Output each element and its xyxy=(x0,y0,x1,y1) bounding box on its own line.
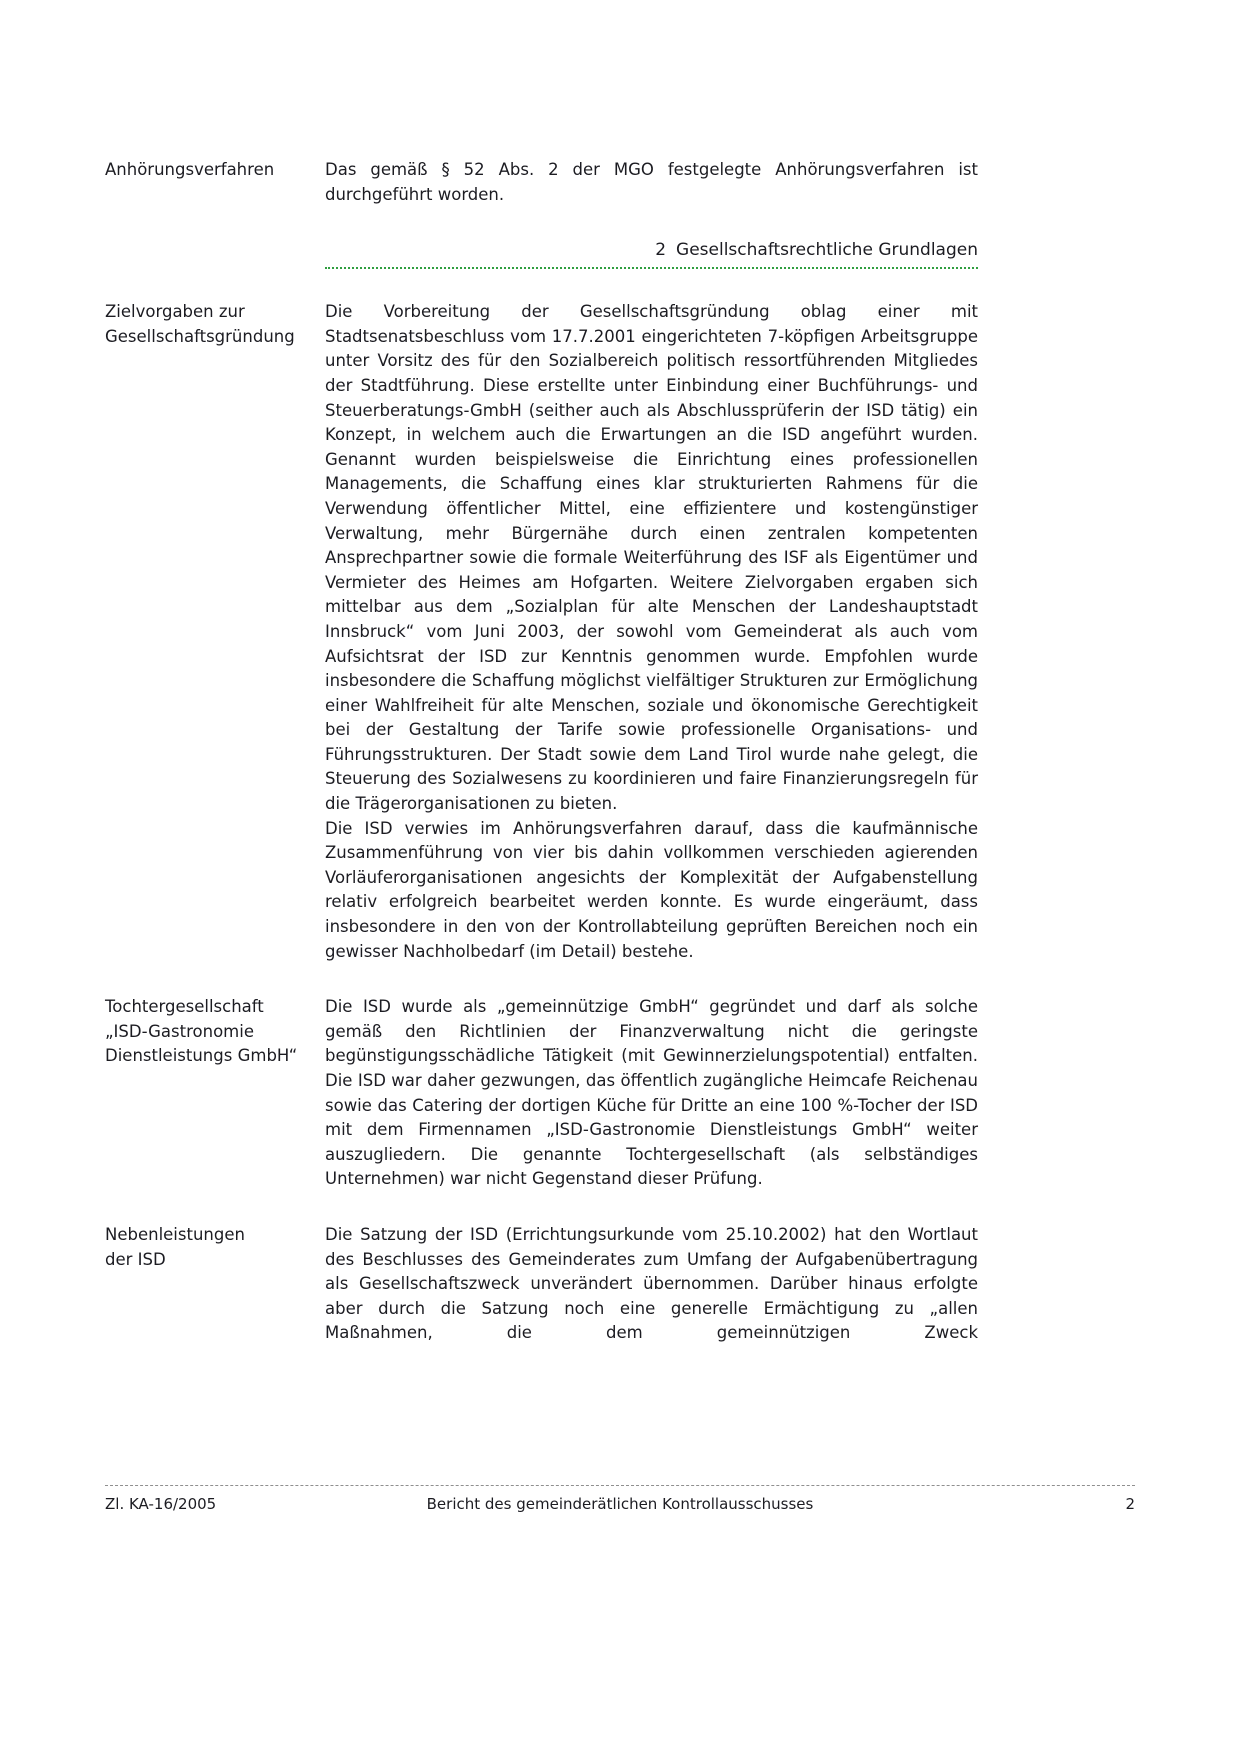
body-paragraph: Die Satzung der ISD (Errichtungsurkunde vom 25.10.2002) hat den Wortlaut des Beschlusses des Gemeinderates zum Umfang der Aufgabenübertragung als Gesellschaftszweck unverändert übernommen. Darüber hinaus erfolgte aber durch die Satzung noch eine generelle Ermächtigung zu „allen Maßnahmen, die dem gemeinnützigen Zweck xyxy=(325,1224,978,1343)
heading-title: Gesellschaftsrechtliche Grundlagen xyxy=(676,240,978,261)
footer-page-number: 2 xyxy=(1125,1495,1135,1513)
section-body xyxy=(325,995,978,1192)
margin-label-line: „ISD-Gastronomie xyxy=(105,1021,254,1041)
margin-label xyxy=(105,995,325,1069)
chapter-heading-row xyxy=(105,238,978,269)
margin-label-line: Nebenleistungen xyxy=(105,1224,245,1244)
margin-label-line: der ISD xyxy=(105,1249,166,1269)
section-heading xyxy=(325,238,978,267)
body-paragraph: Die Vorbereitung der Gesellschaftsgründung oblag einer mit Stadtsenatsbeschluss vom 17.7.2001 eingerichteten 7-köpfigen Arbeitsgruppe unter Vorsitz des für den Sozialbereich politisch ressortführenden Mitgliedes der Stadtführung. Diese erstellte unter Einbindung einer Buchführungs- und Steuerberatungs-GmbH (seither auch als Abschlussprüferin der ISD tätig) ein Konzept, in welchem auch die Erwartungen an die ISD angeführt wurden. Genannt wurden beispielsweise die Einrichtung eines professionellen Managements, die Schaffung eines klar strukturierten Rahmens für die Verwendung öffentlicher Mittel, eine effizientere und kostengünstiger Verwaltung, mehr Bürgernähe durch einen zentralen kompetenten Ansprechpartner sowie die formale Weiterführung des ISF als Eigentümer und Vermieter des Heimes am Hofgarten. Weitere Zielvorgaben ergaben sich mittelbar aus dem „Sozialplan für alte Menschen der Landeshauptstadt Innsbruck“ vom Juni 2003, der sowohl vom Gemeinderat als auch vom Aufsichtsrat der ISD zur Kenntnis genommen wurde. Empfohlen wurde insbesondere die Schaffung möglichst vielfältiger Strukturen zur Ermöglichung einer Wahlfreiheit für alte Menschen, soziale und ökonomische Gerechtigkeit bei der Gestaltung der Tarife sowie professionelle Organisations- und Führungsstrukturen. Der Stadt sowie dem Land Tirol wurde nahe gelegt, die Steuerung des Sozialwesens zu koordinieren und faire Finanzierungsregeln für die Trägerorganisationen zu bieten. xyxy=(325,302,978,814)
page-content xyxy=(105,158,978,1346)
section-zielvorgaben xyxy=(105,300,978,964)
margin-label-line: Zielvorgaben zur xyxy=(105,302,245,322)
footer-text-row xyxy=(105,1486,1135,1514)
margin-label xyxy=(105,300,325,349)
section-anhoerungsverfahren xyxy=(105,158,978,207)
page-footer xyxy=(105,1485,1135,1514)
section-body xyxy=(325,158,978,207)
heading-number: 2 xyxy=(655,240,667,261)
chapter-heading-body xyxy=(325,238,978,269)
margin-label xyxy=(105,158,325,183)
margin-label-line: Tochtergesellschaft xyxy=(105,997,264,1017)
heading-divider xyxy=(325,267,978,269)
margin-label-line: Anhörungsverfahren xyxy=(105,160,275,179)
footer-title: Bericht des gemeinderätlichen Kontrollausschusses xyxy=(426,1495,814,1513)
margin-label-line: Gesellschaftsgründung xyxy=(105,326,295,346)
body-paragraph: Das gemäß § 52 Abs. 2 der MGO festgelegte Anhörungsverfahren ist durchgeführt worden. xyxy=(325,160,978,204)
section-body xyxy=(325,300,978,964)
section-tochtergesellschaft xyxy=(105,995,978,1192)
section-body xyxy=(325,1223,978,1346)
body-paragraph: Die ISD verwies im Anhörungsverfahren darauf, dass die kaufmännische Zusammenführung von vier bis dahin vollkommen verschieden agierenden Vorläuferorganisationen angesichts der Komplexität der Aufgabenstellung relativ erfolgreich bearbeitet werden konnte. Es wurde eingeräumt, dass insbesondere in den von der Kontrollabteilung geprüften Bereichen noch ein gewisser Nachholbedarf (im Detail) bestehe. xyxy=(325,818,978,961)
margin-label-line: Dienstleistungs GmbH“ xyxy=(105,1046,298,1066)
body-paragraph: Die ISD wurde als „gemeinnützige GmbH“ gegründet und darf als solche gemäß den Richtlinien der Finanzverwaltung nicht die geringste begünstigungsschädliche Tätigkeit (mit Gewinnerzielungspotential) entfalten. Die ISD war daher gezwungen, das öffentlich zugängliche Heimcafe Reichenau sowie das Catering der dortigen Küche für Dritte an eine 100 %-Tocher der ISD mit dem Firmennamen „ISD-Gastronomie Dienstleistungs GmbH“ weiter auszugliedern. Die genannte Tochtergesellschaft (als selbständiges Unternehmen) war nicht Gegenstand dieser Prüfung. xyxy=(325,997,978,1189)
margin-label xyxy=(105,1223,325,1272)
footer-reference: Zl. KA-16/2005 xyxy=(105,1495,217,1513)
section-nebenleistungen xyxy=(105,1223,978,1346)
